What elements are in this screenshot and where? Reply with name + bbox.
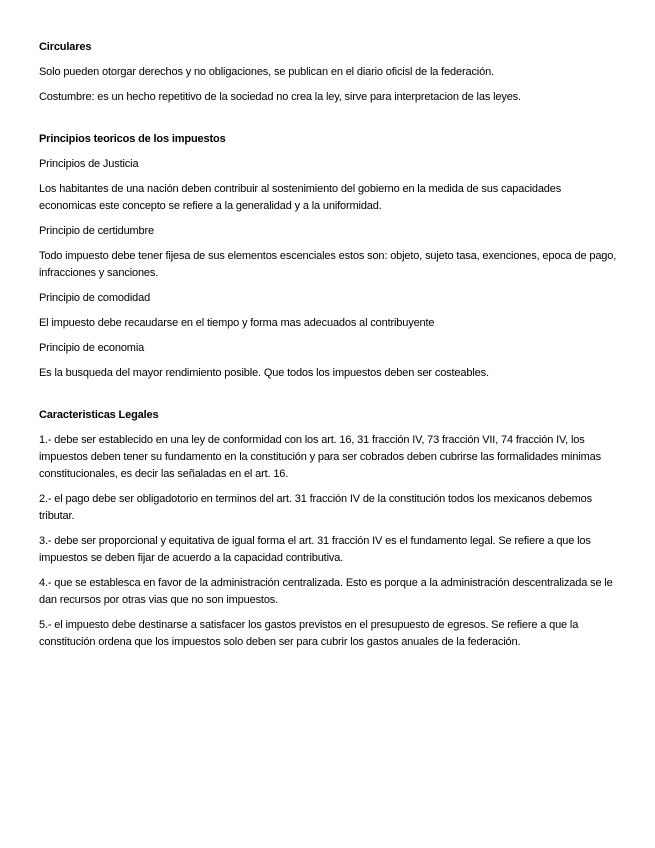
list-item: 5.- el impuesto debe destinarse a satisfacer los gastos previstos en el presupuesto de egresos. Se refiere a que la constitución ordena que los impuestos solo deben ser para cubrir los gastos anuales de la federación. <box>39 619 579 648</box>
paragraph-circulares: Solo pueden otorgar derechos y no obligaciones, se publican en el diario oficisl de la federación. <box>39 66 494 78</box>
heading-caracteristicas: Caracteristicas Legales <box>39 409 159 421</box>
paragraph-comodidad: El impuesto debe recaudarse en el tiempo y forma mas adecuados al contribuyente <box>39 317 435 329</box>
title-economia: Principio de economia <box>39 342 145 354</box>
paragraph-certidumbre: Todo impuesto debe tener fijesa de sus elementos escenciales estos son: objeto, sujeto tasa, exenciones, epoca de pago, infracciones y sanciones. <box>39 250 617 279</box>
title-certidumbre: Principio de certidumbre <box>39 225 155 237</box>
list-item: 4.- que se establesca en favor de la administración centralizada. Esto es porque a la administración descentralizada se le dan recursos por otras vias que no son impuestos. <box>39 577 613 606</box>
section-gap <box>39 390 619 407</box>
title-justicia: Principios de Justicia <box>39 158 139 170</box>
document-page <box>39 39 619 659</box>
paragraph-economia: Es la busqueda del mayor rendimiento posible. Que todos los impuestos deben ser costeables. <box>39 367 489 379</box>
list-item: 3.- debe ser proporcional y equitativa de igual forma el art. 31 fracción IV es el fundamento legal. Se refiere a que los impuestos se deben fijar de acuerdo a la capacidad contributiva. <box>39 535 591 564</box>
heading-circulares: Circulares <box>39 41 92 53</box>
title-comodidad: Principio de comodidad <box>39 292 151 304</box>
heading-principios: Principios teoricos de los impuestos <box>39 133 226 145</box>
paragraph-justicia: Los habitantes de una nación deben contribuir al sostenimiento del gobierno en la medida de sus capacidades economicas este concepto se refiere a la generalidad y a la uniformidad. <box>39 183 562 212</box>
list-item: 2.- el pago debe ser obligadotorio en terminos del art. 31 fracción IV de la constitución todos los mexicanos debemos tributar. <box>39 493 592 522</box>
paragraph-costumbre: Costumbre: es un hecho repetitivo de la sociedad no crea la ley, sirve para interpretacion de las leyes. <box>39 91 521 103</box>
section-gap <box>39 114 619 131</box>
list-item: 1.- debe ser establecido en una ley de conformidad con los art. 16, 31 fracción IV, 73 fracción VII, 74 fracción IV, los impuestos deben tener su fundamento en la constitución y para ser cobrados deben cubrirse las formalidades minimas constitucionales, es decir las señaladas en el art. 16. <box>39 434 601 480</box>
